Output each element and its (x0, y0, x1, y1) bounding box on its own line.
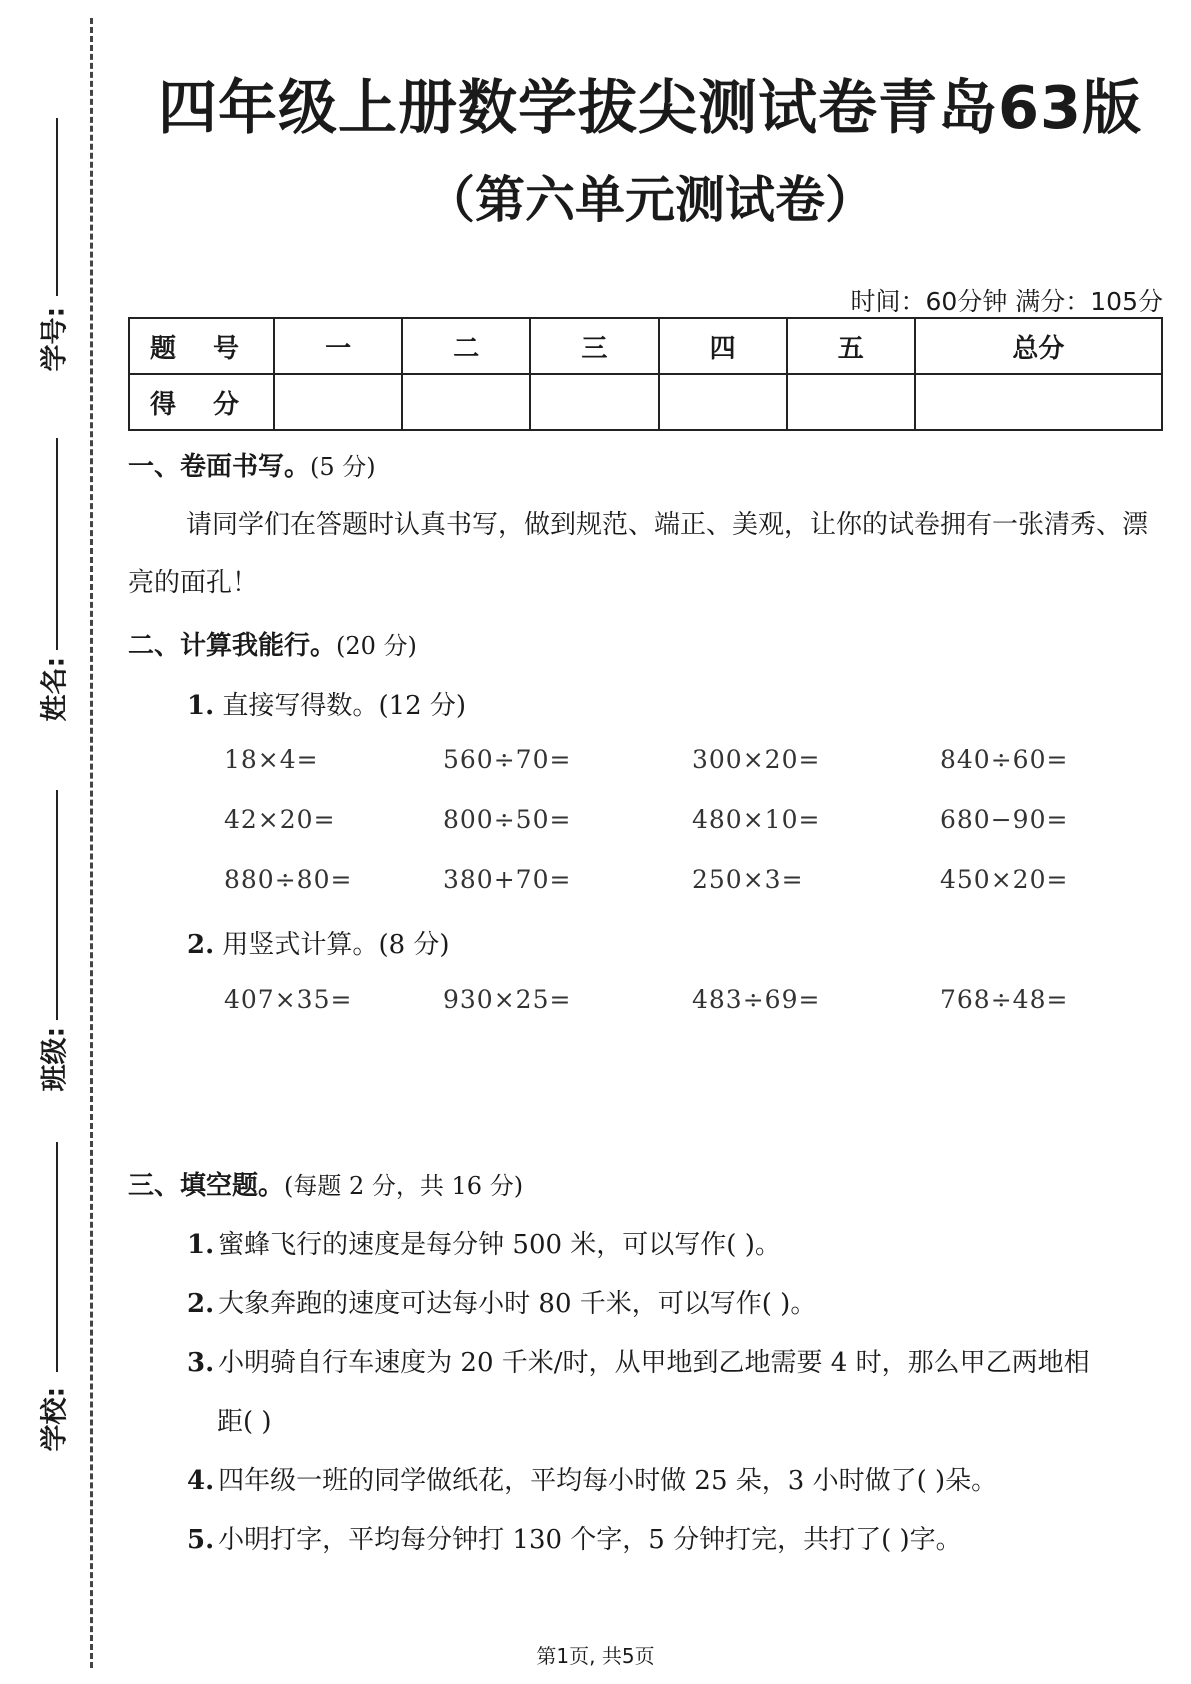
section-1-title: 一、卷面书写。 (128, 452, 311, 482)
expression: 800÷50= (443, 805, 572, 834)
expression: 250×3= (692, 865, 804, 894)
question-2 (187, 1283, 816, 1320)
part-title: 用竖式计算。 (222, 930, 379, 960)
binding-margin (0, 0, 100, 1684)
score-cell[interactable] (659, 374, 787, 430)
name-label: 姓名: (39, 656, 71, 722)
header-cell: 一 (274, 318, 402, 374)
header-cell: 总分 (915, 318, 1162, 374)
section-1-heading (128, 446, 376, 483)
expression: 300×20= (692, 745, 821, 774)
part-title: 直接写得数。 (222, 691, 379, 721)
expression-row (224, 805, 1124, 841)
name-line[interactable] (56, 438, 58, 650)
score-table-header-row (129, 318, 1162, 374)
score-cell[interactable] (402, 374, 530, 430)
cut-line (90, 18, 93, 1668)
expression: 880÷80= (224, 865, 353, 894)
class-label: 班级: (39, 1026, 71, 1092)
section-3-points: (每题 2 分，共 16 分) (284, 1172, 524, 1200)
expression-row (224, 745, 1124, 781)
page-title: 四年级上册数学拔尖测试卷青岛63版 (157, 73, 1143, 142)
question-number: 2. (187, 1289, 215, 1319)
score-cell[interactable] (787, 374, 915, 430)
score-cell[interactable] (915, 374, 1162, 430)
score-table (128, 317, 1163, 431)
section-1-text: 请同学们在答题时认真书写，做到规范、端正、美观，让你的试卷拥有一张清秀、漂亮的面孔！ (128, 510, 1149, 598)
part-number: 1. (187, 691, 215, 721)
page-number: 第1页, 共5页 (536, 1644, 655, 1668)
expression: 407×35= (224, 985, 353, 1014)
part-points: (12 分) (378, 691, 467, 721)
school-label: 学校: (39, 1386, 71, 1452)
header-cell: 四 (659, 318, 787, 374)
question-3 (187, 1342, 1090, 1379)
section-3-heading (128, 1165, 523, 1202)
question-number: 4. (187, 1466, 215, 1496)
expression: 450×20= (940, 865, 1069, 894)
row-label: 得 分 (129, 374, 274, 430)
question-number: 1. (187, 1230, 215, 1260)
part-points: (8 分) (378, 930, 450, 960)
question-text: 大象奔跑的速度可达每小时 80 千米，可以写作( )。 (218, 1289, 817, 1319)
question-text: 小明骑自行车速度为 20 千米/时，从甲地到乙地需要 4 时，那么甲乙两地相 (218, 1348, 1090, 1378)
question-3-continuation: 距( ) (217, 1407, 272, 1437)
student-id-line[interactable] (56, 118, 58, 296)
header-cell: 二 (402, 318, 530, 374)
header-cell: 三 (530, 318, 658, 374)
section-2-heading (128, 625, 417, 662)
expression: 560÷70= (443, 745, 572, 774)
question-5 (187, 1519, 962, 1556)
expression: 768÷48= (940, 985, 1069, 1014)
score-table-score-row (129, 374, 1162, 430)
school-line[interactable] (56, 1142, 58, 1372)
section-3-title: 三、填空题。 (128, 1171, 285, 1201)
question-text: 小明打字，平均每分钟打 130 个字，5 分钟打完，共打了( )字。 (218, 1525, 962, 1555)
section-2-points: (20 分) (336, 632, 417, 660)
expression-row (224, 865, 1124, 901)
expression: 840÷60= (940, 745, 1069, 774)
page-subtitle: （第六单元测试卷） (425, 171, 875, 229)
expression: 18×4= (224, 745, 319, 774)
question-number: 3. (187, 1348, 215, 1378)
section-1-points: (5 分) (310, 453, 376, 481)
section-2-title: 二、计算我能行。 (128, 631, 337, 661)
expression: 380+70= (443, 865, 572, 894)
class-line[interactable] (56, 790, 58, 1020)
question-number: 5. (187, 1525, 215, 1555)
question-text: 四年级一班的同学做纸花，平均每小时做 25 朵，3 小时做了( )朵。 (218, 1466, 998, 1496)
question-1 (187, 1224, 781, 1261)
section-2-part-1-heading (187, 685, 466, 722)
score-cell[interactable] (530, 374, 658, 430)
vertical-calc-row (224, 985, 1124, 1021)
score-cell[interactable] (274, 374, 402, 430)
part-number: 2. (187, 930, 215, 960)
header-cell: 五 (787, 318, 915, 374)
time-score-info: 时间：60分钟 满分：105分 (850, 287, 1163, 316)
student-id-label: 学号: (39, 306, 71, 372)
question-4 (187, 1460, 997, 1497)
header-cell: 题 号 (129, 318, 274, 374)
question-text: 蜜蜂飞行的速度是每分钟 500 米，可以写作( )。 (218, 1230, 781, 1260)
expression: 483÷69= (692, 985, 821, 1014)
section-2-part-2-heading (187, 924, 450, 961)
expression: 480×10= (692, 805, 821, 834)
expression: 42×20= (224, 805, 336, 834)
expression: 930×25= (443, 985, 572, 1014)
expression: 680−90= (940, 805, 1069, 834)
